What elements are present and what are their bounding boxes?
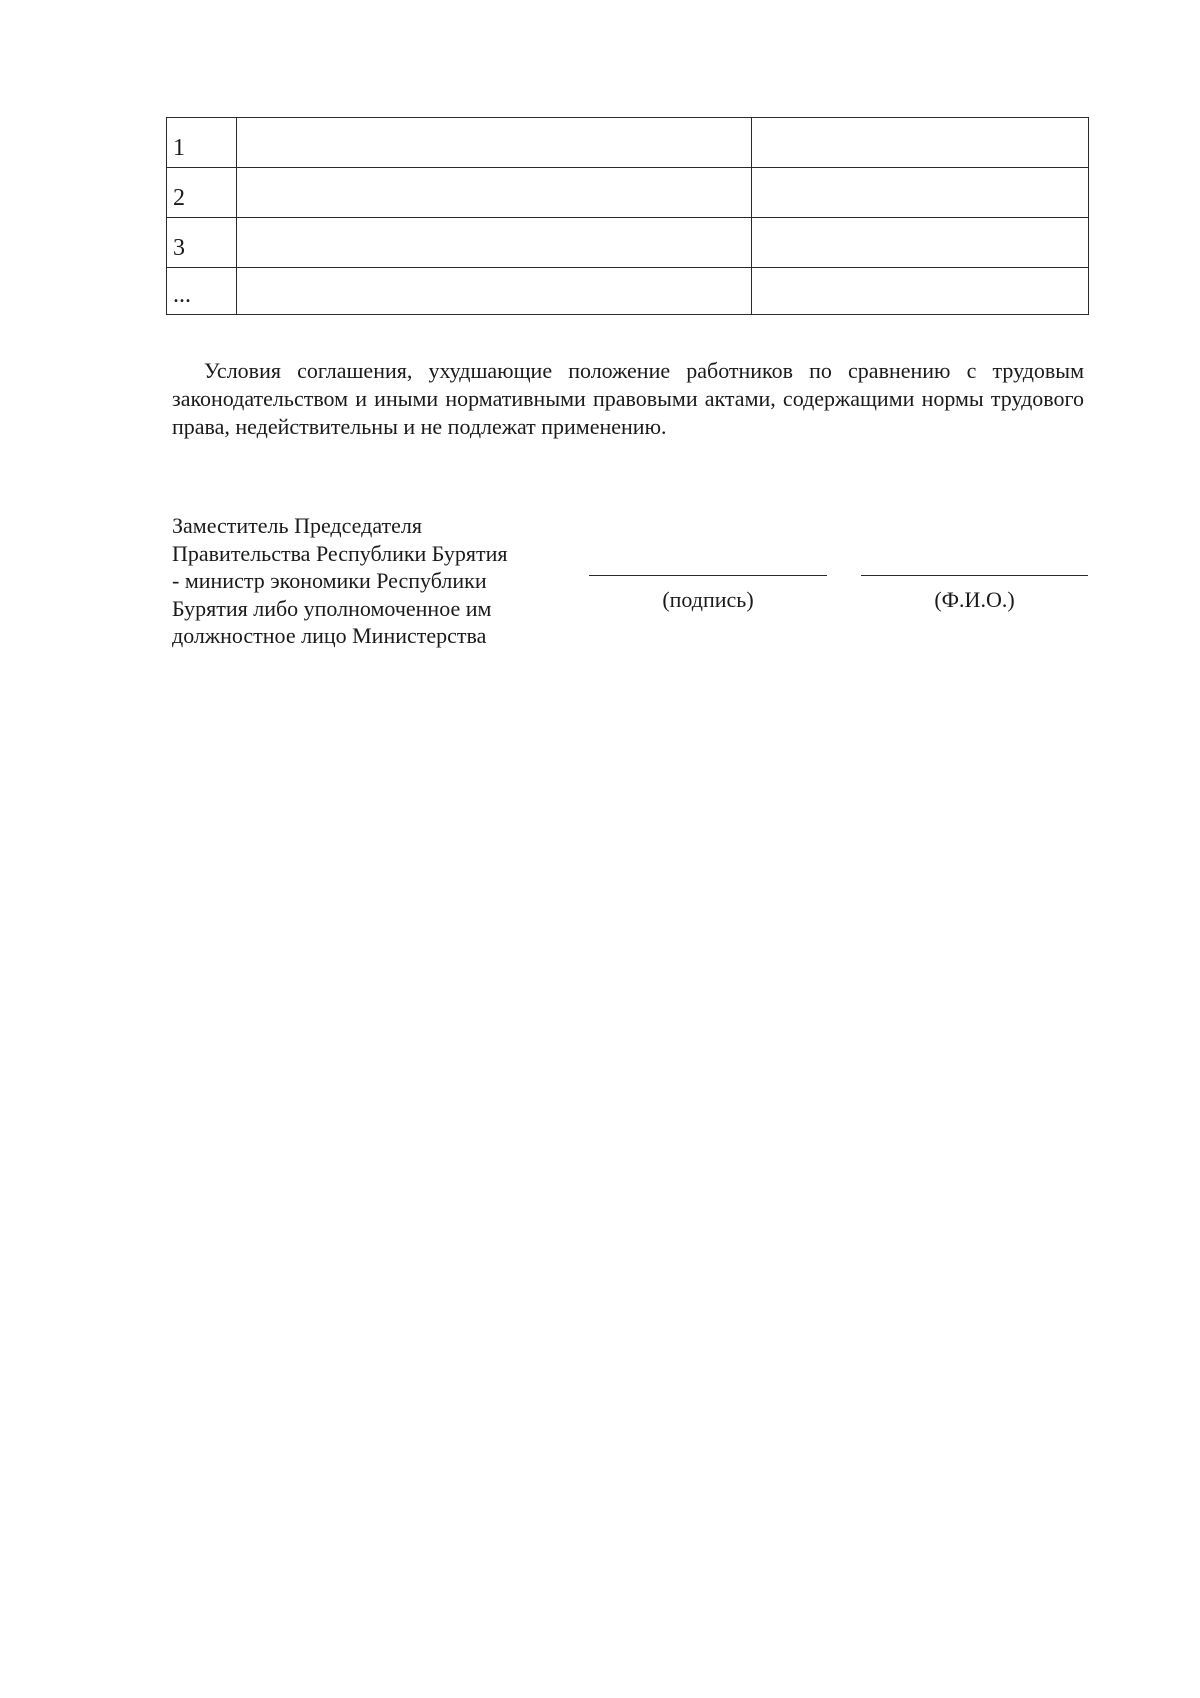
row-number: 2: [173, 185, 185, 211]
row-number-cell: [167, 168, 237, 218]
table-cell: [752, 218, 1089, 268]
row-number: 1: [173, 135, 185, 161]
signature-caption: (подпись): [662, 587, 754, 612]
table-cell: [752, 168, 1089, 218]
row-number: ...: [173, 282, 191, 308]
signer-title: Заместитель Председателя Правительства Республики Бурятия - министр экономики Республики Бурятия либо уполномоченное им должностное лицо Министерства: [172, 513, 508, 648]
table-row: [167, 168, 1089, 218]
table-cell: [237, 268, 752, 315]
table-cell: [752, 268, 1089, 315]
agreement-table: [166, 117, 1089, 315]
table-row: [167, 118, 1089, 168]
table-cell: [237, 218, 752, 268]
table-cell: [237, 168, 752, 218]
row-number-cell: [167, 268, 237, 315]
table-row: [167, 268, 1089, 315]
table-cell: [752, 118, 1089, 168]
table-cell: [237, 118, 752, 168]
row-number: 3: [173, 235, 185, 261]
row-number-cell: [167, 218, 237, 268]
fio-line: [861, 575, 1088, 576]
fio-caption: (Ф.И.О.): [934, 587, 1015, 612]
table-row: [167, 218, 1089, 268]
signature-line: [589, 575, 827, 576]
agreement-clause-paragraph: Условия соглашения, ухудшающие положение работников по сравнению с трудовым законодательством и иными нормативными правовыми актами, содержащими нормы трудового права, недействительны и не подлежат применению.: [172, 358, 1084, 439]
row-number-cell: [167, 118, 237, 168]
